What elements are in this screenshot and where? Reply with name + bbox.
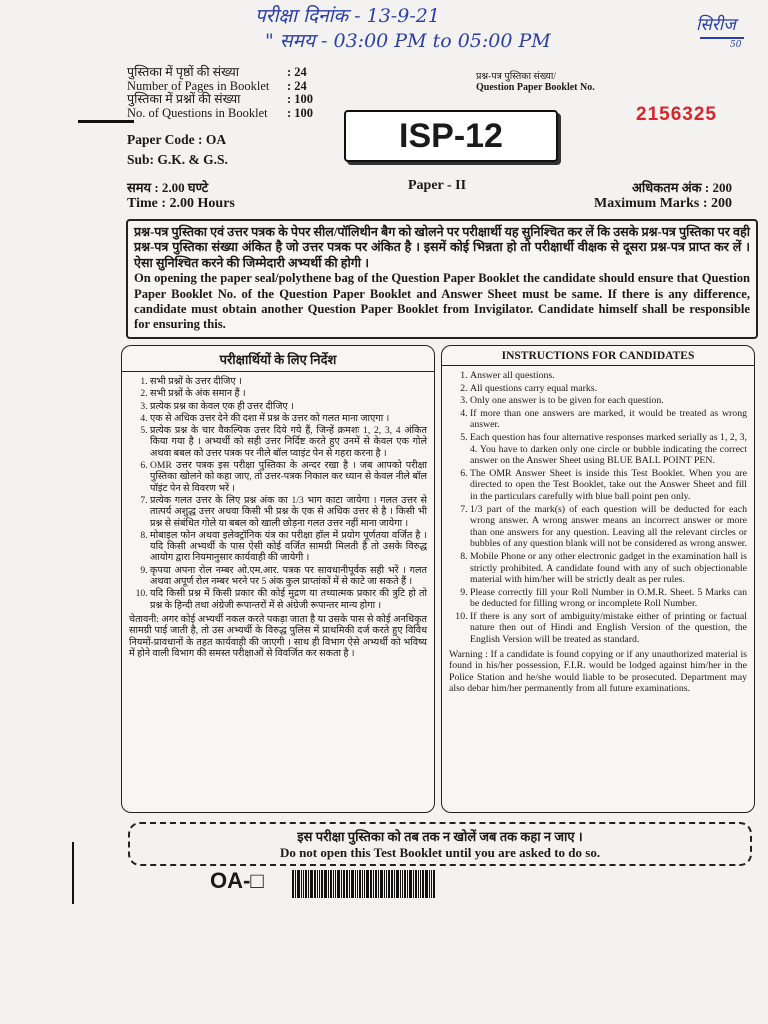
barcode-bar xyxy=(297,870,300,898)
barcode-bar xyxy=(415,870,417,898)
handwritten-date: परीक्षा दिनांक - 13-9-21 xyxy=(255,5,440,27)
barcode-bar xyxy=(366,870,369,898)
list-item: 4. If more than one answers are marked, it would be treated as wrong answer. xyxy=(470,408,747,431)
barcode-bar xyxy=(303,870,304,898)
barcode-bar xyxy=(341,870,342,898)
barcode-bar xyxy=(349,870,350,898)
barcode-bar xyxy=(433,870,435,898)
barcode-bar xyxy=(324,870,327,898)
code-label xyxy=(210,868,264,894)
list-item: 3. Only one answer is to be given for each question. xyxy=(470,395,747,407)
footer-hindi: इस परीक्षा पुस्तिका को तब तक न खोलें जब तक कहा न जाए । xyxy=(297,829,583,844)
notice-hindi: प्रश्न-पत्र पुस्तिका एवं उत्तर पत्रक के पेपर सील/पॉलिथीन बैग को खोलने पर परीक्षार्थी यह सुनिश्चित कर लें कि उसके प्रश्न-पत्र पुस्तिका पर वही प्रश्न-पत्र पुस्तिका संख्या अंकित है जो उत्तर पत्रक पर अंकित है । इसमें कोई भिन्नता हो तो परीक्षार्थी वीक्षक से दूसरा प्रश्न-पत्र प्राप्त कर लें । ऐसा सुनिश्चित करने की जिम्मेदारी अभ्यर्थी की होगी । xyxy=(134,225,750,270)
barcode-bar xyxy=(400,870,401,898)
barcode-bar xyxy=(328,870,329,898)
instructions-english-list xyxy=(442,370,754,646)
list-item: 1. सभी प्रश्नों के उत्तर दीजिए । xyxy=(150,376,427,387)
questions-hi-label: पुस्तिका में प्रश्नों की संख्या xyxy=(127,92,241,106)
barcode-bar xyxy=(364,870,365,898)
pages-hi-value: : 24 xyxy=(287,65,307,79)
barcode-bar xyxy=(355,870,356,898)
pages-en-label: Number of Pages in Booklet xyxy=(127,78,270,93)
barcode-bar xyxy=(308,870,309,898)
barcode-bar xyxy=(292,870,294,898)
barcode-bar xyxy=(407,870,408,898)
max-marks-en: Maximum Marks : 200 xyxy=(594,196,733,211)
code-box: □ xyxy=(250,868,264,893)
questions-hi-value: : 100 xyxy=(287,92,314,106)
barcode-bar xyxy=(413,870,414,898)
barcode-bar xyxy=(386,870,387,898)
margin-line xyxy=(72,842,74,904)
max-marks-hi: अधिकतम अंक : 200 xyxy=(632,180,732,195)
list-item: 2. All questions carry equal marks. xyxy=(470,383,747,395)
instructions-english-title: INSTRUCTIONS FOR CANDIDATES xyxy=(442,346,754,366)
barcode-bar xyxy=(335,870,336,898)
meta-block xyxy=(127,66,313,120)
instructions-hindi xyxy=(121,345,435,813)
barcode-bar xyxy=(394,870,395,898)
barcode-bar xyxy=(404,870,406,898)
list-item: 10. If there is any sort of ambiguity/mistake either of printing or factual nature then out of Hindi and English Version of the question, the English Version will be treated as standard. xyxy=(470,611,747,646)
barcode-bar xyxy=(310,870,313,898)
barcode-bar xyxy=(337,870,340,898)
margin-mark xyxy=(78,120,134,123)
barcode-bar xyxy=(362,870,363,898)
handwritten-series: सिरीज xyxy=(696,15,736,35)
booklet-number: 2156325 xyxy=(636,104,717,125)
code-text: OA- xyxy=(210,868,251,893)
warning-english: Warning : If a candidate is found copying or if any unauthorized material is found in his/her possession, F.I.R. would be lodged against him/her in the Police Station and he/she would liable to be prosecuted. Department may also debar him/her permanently from all future examinations. xyxy=(449,648,747,695)
barcode-bar xyxy=(314,870,316,898)
barcode-bar xyxy=(357,870,358,898)
paper-id-box: ISP-12 xyxy=(344,110,558,162)
barcode-bar xyxy=(373,870,374,898)
list-item: 4. एक से अधिक उत्तर देने की दशा में प्रश्न के उत्तर को गलत माना जाएगा । xyxy=(150,413,427,424)
booklet-no-hi: प्रश्न-पत्र पुस्तिका संख्या/ xyxy=(476,72,556,82)
barcode-bar xyxy=(351,870,354,898)
barcode-bar xyxy=(375,870,377,898)
list-item: 8. Mobile Phone or any other electronic gadget in the examination hall is strictly prohibited. A candidate found with any of such objectionable material with him/her will be strictly dealt as per rules. xyxy=(470,551,747,586)
barcode-bar xyxy=(384,870,385,898)
questions-en-label: No. of Questions in Booklet xyxy=(127,105,268,120)
barcode-bar xyxy=(295,870,296,898)
barcode-bar xyxy=(429,870,430,898)
warning-hindi: चेतावनी: अगर कोई अभ्यर्थी नकल करते पकड़ा जाता है या उसके पास से कोई अनधिकृत सामग्री पाई जाती है, तो उस अभ्यर्थी के विरुद्ध पुलिस में प्राथमिकी दर्ज करते हुए विविध नियमों-प्रावधानों के तहत कार्यवाही की जाएगी । साथ ही विभाग ऐसे अभ्यर्थी को भविष्य में होने वाली विभाग की समस्त परीक्षाओं से विवर्जित कर सकता है । xyxy=(129,613,427,659)
list-item: 3. प्रत्येक प्रश्न का केवल एक ही उत्तर दीजिए । xyxy=(150,401,427,412)
time-hi: समय : 2.00 घण्टे xyxy=(127,180,209,195)
barcode-bar xyxy=(370,870,372,898)
notice-box xyxy=(126,219,758,339)
footer-box xyxy=(128,822,752,866)
barcode-bar xyxy=(422,870,424,898)
barcode-bar xyxy=(321,870,323,898)
booklet-no-en: Question Paper Booklet No. xyxy=(476,82,595,93)
barcode-bar xyxy=(391,870,393,898)
list-item: 1. Answer all questions. xyxy=(470,370,747,382)
instructions-english xyxy=(441,345,755,813)
barcode-bar xyxy=(402,870,403,898)
barcode-bar xyxy=(396,870,399,898)
list-item: 7. 1/3 part of the mark(s) of each question will be deducted for each wrong answer. A wrong answer means an incorrect answer or more than one answers for any question. Leaving all the relevant circles or bubbles of any question blank will not be considered as wrong answer. xyxy=(470,504,747,550)
instructions-hindi-list xyxy=(122,376,434,611)
barcode-bar xyxy=(346,870,348,898)
list-item: 6. The OMR Answer Sheet is inside this Test Booklet. When you are directed to open the Test Booklet, take out the Answer Sheet and fill in the particulars carefully with blue ball point pen only. xyxy=(470,468,747,503)
handwritten-series-number: 50 xyxy=(730,40,742,50)
list-item: 7. प्रत्येक गलत उत्तर के लिए प्रश्न अंक का 1/3 भाग काटा जायेगा । गलत उत्तर से तात्पर्य अशुद्ध उत्तर अथवा किसी भी प्रश्न के एक से अधिक उत्तर से है । किसी भी प्रश्न से संबंधित गोले या बबल को खाली छोड़ना गलत उत्तर नहीं माना जायेगा । xyxy=(150,495,427,529)
pages-en-value: : 24 xyxy=(287,78,307,93)
barcode-bar xyxy=(418,870,419,898)
list-item: 8. मोबाइल फोन अथवा इलेक्ट्रॉनिक यंत्र का परीक्षा हॉल में प्रयोग पूर्णतया वर्जित है । यदि किसी अभ्यर्थी के पास ऐसी कोई वर्जित सामग्री मिलती है तो उसके विरुद्ध आयोग द्वारा नियमानुसार कार्यवाही की जायेगी । xyxy=(150,530,427,564)
barcode-bar xyxy=(380,870,383,898)
barcode-bar xyxy=(359,870,361,898)
paper-code: Paper Code : OA xyxy=(127,132,227,147)
barcode-bar xyxy=(301,870,302,898)
handwritten-underline xyxy=(700,37,744,39)
barcode-bar xyxy=(317,870,318,898)
barcode-bar xyxy=(305,870,307,898)
list-item: 5. Each question has four alternative responses marked serially as 1, 2, 3, 4. You have to darken only one circle or bubble indicating the correct answer on the Answer Sheet using BLUE BALL POINT PEN. xyxy=(470,432,747,467)
pages-hi-label: पुस्तिका में पृष्ठों की संख्या xyxy=(127,65,239,79)
instructions-hindi-title: परीक्षार्थियों के लिए निर्देश xyxy=(122,346,434,372)
list-item: 9. Please correctly fill your Roll Number in O.M.R. Sheet. 5 Marks can be deducted for filling wrong or incomplete Roll Number. xyxy=(470,587,747,610)
barcode-bar xyxy=(319,870,320,898)
list-item: 10. यदि किसी प्रश्न में किसी प्रकार की कोई मुद्रण या तथ्यात्मक प्रकार की त्रुटि हो तो प्रश्न के हिन्दी तथा अंग्रेजी रूपान्तरों में से अंग्रेजी रूपान्तर मान्य होगा । xyxy=(150,588,427,611)
list-item: 2. सभी प्रश्नों के अंक समान हैं । xyxy=(150,388,427,399)
list-item: 6. OMR उत्तर पत्रक इस परीक्षा पुस्तिका के अन्दर रखा है । जब आपको परीक्षा पुस्तिका खोलने को कहा जाए, तो उत्तर-पत्रक निकाल कर ध्यान से केवल नीले बॉल पॉइंट पेन से विवरण भरें । xyxy=(150,460,427,494)
barcode-bar xyxy=(425,870,428,898)
notice-english: On opening the paper seal/polythene bag of the Question Paper Booklet the candidate should ensure that Question Paper Booklet No. of the Question Paper Booklet and Answer Sheet must be same. If there is any difference, candidate must obtain another Question Paper Booklet from Invigilator. Candidate himself shall be responsible for ensuring this. xyxy=(134,271,750,332)
barcode-bar xyxy=(420,870,421,898)
paper-number: Paper - II xyxy=(408,178,467,193)
barcode-bar xyxy=(388,870,390,898)
list-item: 5. प्रत्येक प्रश्न के चार वैकल्पिक उत्तर दिये गये हैं, जिन्हें क्रमशः 1, 2, 3, 4 अंकित किया गया है । अभ्यर्थी को सही उत्तर निर्दिष्ट करते हुए उनमें से केवल एक गोले अथवा बबल को उत्तर पत्रक पर नीले बॉल प्वाइंट पेन से गहरा करना है । xyxy=(150,425,427,459)
barcode-bar xyxy=(330,870,332,898)
questions-en-value: : 100 xyxy=(287,105,314,120)
barcode-bar xyxy=(333,870,334,898)
barcode-bar xyxy=(343,870,345,898)
barcode-bar xyxy=(378,870,379,898)
time-en: Time : 2.00 Hours xyxy=(127,196,235,211)
subject: Sub: G.K. & G.S. xyxy=(127,152,228,167)
handwritten-time: " समय - 03:00 PM to 05:00 PM xyxy=(265,30,551,52)
list-item: 9. कृपया अपना रोल नम्बर ओ.एम.आर. पत्रक पर सावधानीपूर्वक सही भरें । गलत अथवा अपूर्ण रोल नम्बर भरने पर 5 अंक कुल प्राप्तांकों में से काटे जा सकते हैं । xyxy=(150,565,427,588)
barcode xyxy=(292,870,470,898)
barcode-bar xyxy=(409,870,412,898)
barcode-bar xyxy=(431,870,432,898)
footer-english: Do not open this Test Booklet until you are asked to do so. xyxy=(279,845,601,860)
